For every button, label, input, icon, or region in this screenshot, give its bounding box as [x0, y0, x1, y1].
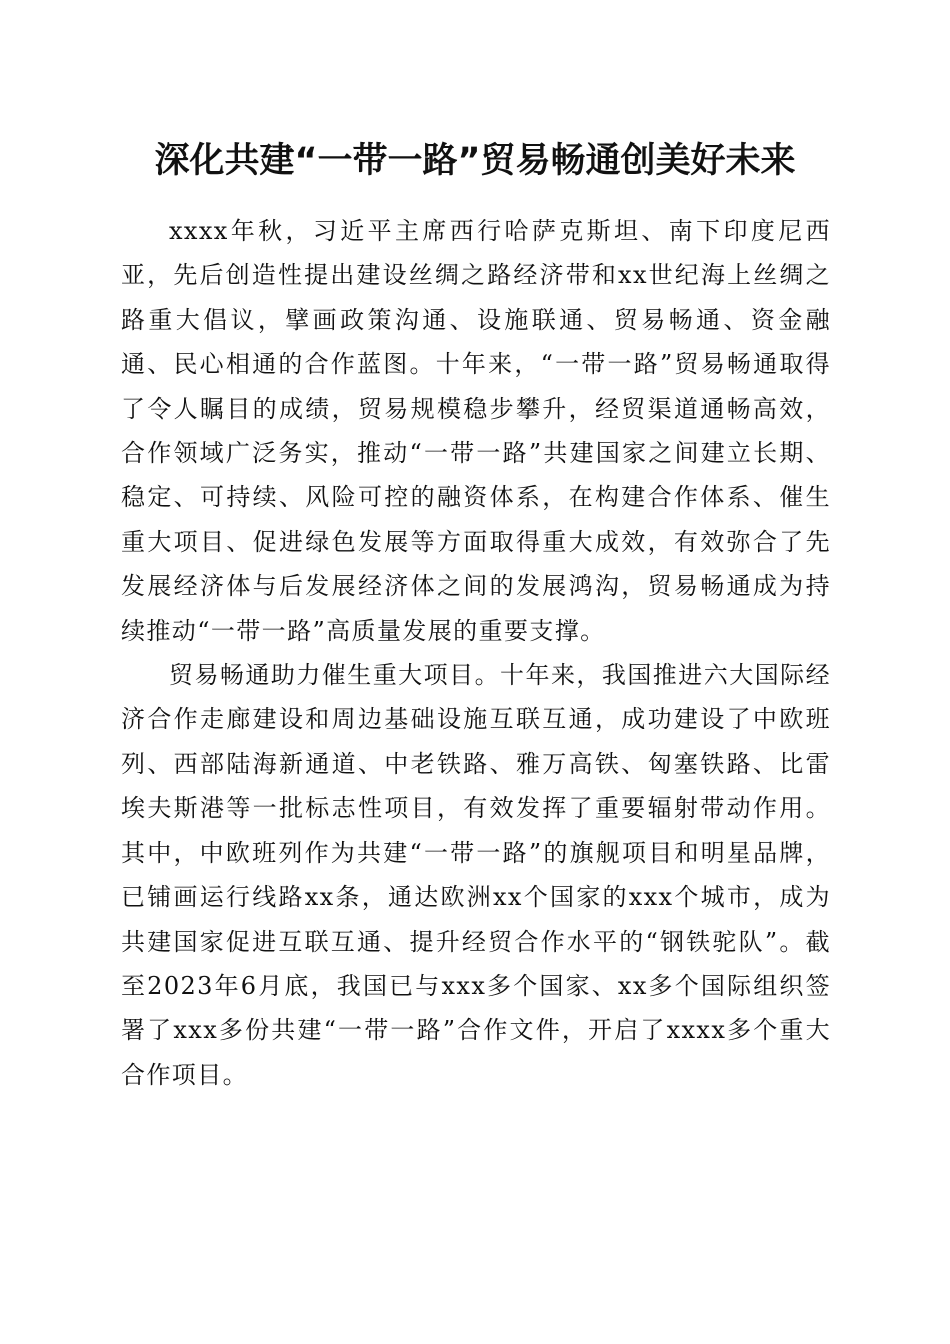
document-body: [121, 209, 831, 1097]
paragraph-major-projects: 贸易畅通助力催生重大项目。十年来，我国推进六大国际经济合作走廊建设和周边基础设施互联互通，成功建设了中欧班列、西部陆海新通道、中老铁路、雅万高铁、匈塞铁路、比雷埃夫斯港等一批标志性项目，有效发挥了重要辐射带动作用。其中，中欧班列作为共建“一带一路”的旗舰项目和明星品牌，已铺画运行线路xx条，通达欧洲xx个国家的xxx个城市，成为共建国家促进互联互通、提升经贸合作水平的“钢铁驼队”。截至2023年6月底，我国已与xxx多个国家、xx多个国际组织签署了xxx多份共建“一带一路”合作文件，开启了xxxx多个重大合作项目。: [121, 661, 831, 1089]
paragraph-intro: xxxx年秋，习近平主席西行哈萨克斯坦、南下印度尼西亚，先后创造性提出建设丝绸之路经济带和xx世纪海上丝绸之路重大倡议，擘画政策沟通、设施联通、贸易畅通、资金融通、民心相通的合作蓝图。十年来，“一带一路”贸易畅通取得了令人瞩目的成绩，贸易规模稳步攀升，经贸渠道通畅高效，合作领域广泛务实，推动“一带一路”共建国家之间建立长期、稳定、可持续、风险可控的融资体系，在构建合作体系、催生重大项目、促进绿色发展等方面取得重大成效，有效弥合了先发展经济体与后发展经济体之间的发展鸿沟，贸易畅通成为持续推动“一带一路”高质量发展的重要支撑。: [121, 217, 831, 645]
document-title: 深化共建“一带一路”贸易畅通创美好未来: [154, 141, 796, 181]
